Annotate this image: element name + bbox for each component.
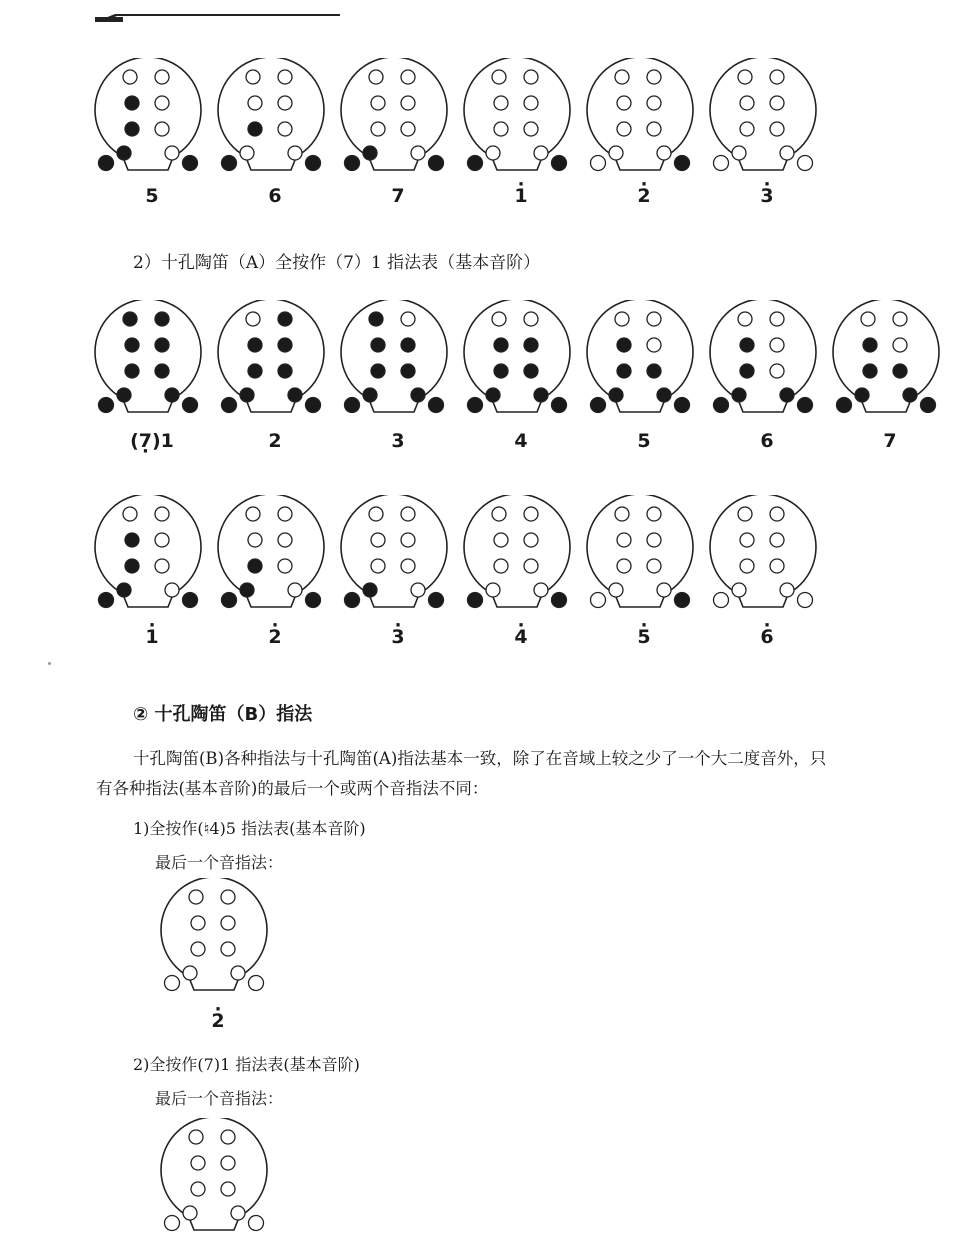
note-label: · 1 [458,185,584,207]
note-label: · 3 [704,185,830,207]
open-hole [740,96,754,110]
note-label: 6 [268,185,282,207]
open-hole [494,533,508,547]
closed-hole [183,398,198,413]
open-hole [798,593,813,608]
open-hole [371,533,385,547]
ocarina-diagram [158,878,284,998]
ocarina-diagram [584,58,710,178]
open-hole [534,146,548,160]
closed-hole [117,583,131,597]
open-hole [401,312,415,326]
open-hole [732,146,746,160]
closed-hole [363,583,377,597]
scan-speck [48,662,51,665]
open-hole [401,533,415,547]
open-hole [492,70,506,84]
open-hole [770,507,784,521]
closed-hole [222,156,237,171]
open-hole [615,312,629,326]
open-hole [249,976,264,991]
closed-hole [429,156,444,171]
open-hole [123,70,137,84]
open-hole [278,70,292,84]
open-hole [534,583,548,597]
ocarina-body [833,300,939,405]
ocarina-diagram [215,58,341,178]
open-hole [494,96,508,110]
closed-hole [125,559,139,573]
open-hole [369,70,383,84]
open-hole [861,312,875,326]
open-hole [647,507,661,521]
closed-hole [248,122,262,136]
note-label: 7 [391,185,405,207]
open-hole [657,146,671,160]
note-label: · 3 [335,626,461,648]
open-hole [411,583,425,597]
open-hole [591,156,606,171]
subsection-2-last-note-label: 最后一个音指法： [155,1089,284,1108]
closed-hole [921,398,936,413]
closed-hole [675,593,690,608]
open-hole [278,96,292,110]
open-hole [524,312,538,326]
open-hole [249,1216,264,1231]
open-hole [647,312,661,326]
closed-hole [617,338,631,352]
closed-hole [657,388,671,402]
note-label: · 2 [212,626,338,648]
ocarina-diagram [215,300,341,420]
open-hole [647,338,661,352]
ocarina-diagram [461,58,587,178]
open-hole [401,70,415,84]
open-hole [617,122,631,136]
open-hole [240,146,254,160]
ocarina-body [95,58,201,163]
open-hole [647,122,661,136]
open-hole [155,507,169,521]
open-hole [155,96,169,110]
closed-hole [278,338,292,352]
open-hole [165,583,179,597]
open-hole [524,70,538,84]
ocarina-body [710,300,816,405]
ocarina-body [710,495,816,600]
ocarina-diagram [92,495,218,615]
closed-hole [125,96,139,110]
closed-hole [222,593,237,608]
ocarina-diagram [215,495,341,615]
table-caption-a: 2）十孔陶笛（A）全按作（7）1 指法表（基本音阶） [133,253,541,273]
open-hole [714,593,729,608]
open-hole [221,1182,235,1196]
closed-hole [893,364,907,378]
ocarina-body [341,300,447,405]
open-hole [647,533,661,547]
open-hole [221,916,235,930]
note-label: · 5 [581,626,707,648]
open-hole [524,96,538,110]
closed-hole [863,364,877,378]
open-hole [770,122,784,136]
closed-hole [155,312,169,326]
note-label: · 4 [458,626,584,648]
open-hole [248,533,262,547]
closed-hole [165,388,179,402]
single-fingering-1-note [155,1010,281,1032]
subsection-2-title: 2)全按作(7)1 指法表(基本音阶) [133,1055,360,1074]
open-hole [401,559,415,573]
open-hole [740,122,754,136]
subsection-1-last-note-label: 最后一个音指法： [155,853,284,872]
ocarina-diagram [707,300,833,420]
closed-hole [278,312,292,326]
open-hole [189,1130,203,1144]
open-hole [494,122,508,136]
closed-hole [240,388,254,402]
open-hole [411,146,425,160]
closed-hole [248,559,262,573]
closed-hole [99,398,114,413]
open-hole [770,338,784,352]
open-hole [486,146,500,160]
closed-hole [306,593,321,608]
closed-hole [369,312,383,326]
open-hole [155,533,169,547]
open-hole [246,312,260,326]
open-hole [221,1130,235,1144]
open-hole [738,312,752,326]
ocarina-diagram [461,495,587,615]
open-hole [221,890,235,904]
open-hole [165,1216,180,1231]
open-hole [183,1206,197,1220]
open-hole [770,70,784,84]
ocarina-body [464,495,570,600]
closed-hole [123,312,137,326]
ocarina-body [95,495,201,600]
open-hole [617,96,631,110]
ocarina-body [587,300,693,405]
closed-hole [714,398,729,413]
open-hole [524,559,538,573]
open-hole [231,1206,245,1220]
open-hole [231,966,245,980]
note-label: 5 [637,430,651,452]
closed-hole [183,593,198,608]
ocarina-body [464,58,570,163]
open-hole [278,507,292,521]
fingering-row-2 [0,300,980,430]
closed-hole [248,364,262,378]
closed-hole [371,338,385,352]
ocarina-body [710,58,816,163]
open-hole [893,338,907,352]
open-hole [155,70,169,84]
open-hole [647,70,661,84]
open-hole [617,533,631,547]
single-fingering-1 [158,878,284,998]
closed-hole [591,398,606,413]
closed-hole [401,364,415,378]
closed-hole [401,338,415,352]
open-hole [615,507,629,521]
open-hole [401,507,415,521]
open-hole [615,70,629,84]
open-hole [183,966,197,980]
note-label: 4 [514,430,528,452]
note-label: (7 ·)1 [89,430,215,452]
open-hole [155,559,169,573]
closed-hole [363,388,377,402]
ocarina-diagram [92,58,218,178]
open-hole [278,122,292,136]
open-hole [770,533,784,547]
open-hole [165,146,179,160]
note-label: · 6 [704,626,830,648]
closed-hole [125,364,139,378]
open-hole [770,312,784,326]
open-hole [221,1156,235,1170]
closed-hole [125,533,139,547]
closed-hole [248,338,262,352]
closed-hole [306,156,321,171]
closed-hole [534,388,548,402]
closed-hole [732,388,746,402]
closed-hole [552,156,567,171]
open-hole [123,507,137,521]
open-hole [492,507,506,521]
ocarina-body [464,300,570,405]
open-hole [221,942,235,956]
open-hole [770,364,784,378]
closed-hole [125,338,139,352]
closed-hole [306,398,321,413]
open-hole [191,916,205,930]
note-label: 5 [145,185,159,207]
closed-hole [99,156,114,171]
closed-hole [647,364,661,378]
open-hole [657,583,671,597]
open-hole [191,942,205,956]
closed-hole [117,146,131,160]
open-hole [714,156,729,171]
ocarina-body [161,1118,267,1223]
open-hole [248,96,262,110]
open-hole [798,156,813,171]
note-label: · 1 [89,626,215,648]
open-hole [524,122,538,136]
closed-hole [780,388,794,402]
closed-hole [222,398,237,413]
note-row-1 [0,185,980,215]
open-hole [191,1156,205,1170]
ocarina-diagram [92,300,218,420]
closed-hole [617,364,631,378]
open-hole [770,96,784,110]
note-label: 7 [883,430,897,452]
open-hole [740,533,754,547]
open-hole [486,583,500,597]
closed-hole [155,338,169,352]
closed-hole [288,388,302,402]
closed-hole [524,364,538,378]
open-hole [278,559,292,573]
note-label: 2 [268,430,282,452]
closed-hole [675,398,690,413]
closed-hole [240,583,254,597]
open-hole [191,1182,205,1196]
closed-hole [468,398,483,413]
closed-hole [117,388,131,402]
open-hole [740,559,754,573]
closed-hole [524,338,538,352]
ocarina-body [341,495,447,600]
note-row-3 [0,626,980,656]
open-hole [617,559,631,573]
open-hole [189,890,203,904]
closed-hole [837,398,852,413]
open-hole [246,70,260,84]
closed-hole [740,338,754,352]
closed-hole [675,156,690,171]
ocarina-body [161,878,267,983]
open-hole [609,146,623,160]
closed-hole [183,156,198,171]
ocarina-diagram [338,300,464,420]
closed-hole [345,156,360,171]
note-label: 3 [391,430,405,452]
closed-hole [494,338,508,352]
single-fingering-2 [158,1118,284,1238]
open-hole [288,146,302,160]
open-hole [893,312,907,326]
closed-hole [903,388,917,402]
open-hole [278,533,292,547]
open-hole [492,312,506,326]
ocarina-diagram [338,58,464,178]
open-hole [288,583,302,597]
open-hole [591,593,606,608]
open-hole [647,96,661,110]
closed-hole [429,593,444,608]
open-hole [780,146,794,160]
ocarina-body [218,495,324,600]
ocarina-body [218,300,324,405]
ocarina-body [341,58,447,163]
open-hole [770,559,784,573]
ocarina-diagram [461,300,587,420]
closed-hole [468,156,483,171]
open-hole [609,583,623,597]
closed-hole [345,593,360,608]
closed-hole [371,364,385,378]
ocarina-diagram [338,495,464,615]
open-hole [371,559,385,573]
open-hole [401,122,415,136]
open-hole [371,122,385,136]
open-hole [647,559,661,573]
open-hole [369,507,383,521]
closed-hole [740,364,754,378]
open-hole [494,559,508,573]
open-hole [371,96,385,110]
closed-hole [863,338,877,352]
subsection-1-title: 1)全按作(♮4)5 指法表(基本音阶) [133,819,366,838]
closed-hole [798,398,813,413]
ocarina-diagram [830,300,956,420]
ocarina-body [587,58,693,163]
closed-hole [429,398,444,413]
ocarina-body [218,58,324,163]
closed-hole [494,364,508,378]
ocarina-diagram [158,1118,284,1238]
header-rule [95,14,340,22]
fingering-row-1 [0,58,980,188]
closed-hole [552,398,567,413]
closed-hole [411,388,425,402]
closed-hole [155,364,169,378]
section-heading-b: ② 十孔陶笛（B）指法 [133,704,313,725]
note-label: 6 [760,430,774,452]
closed-hole [609,388,623,402]
fingering-row-3 [0,495,980,625]
closed-hole [278,364,292,378]
closed-hole [363,146,377,160]
open-hole [155,122,169,136]
open-hole [738,507,752,521]
ocarina-diagram [707,495,833,615]
ocarina-diagram [707,58,833,178]
ocarina-diagram [584,300,710,420]
open-hole [401,96,415,110]
closed-hole [486,388,500,402]
open-hole [780,583,794,597]
open-hole [524,533,538,547]
closed-hole [99,593,114,608]
open-hole [732,583,746,597]
open-hole [246,507,260,521]
ocarina-diagram [584,495,710,615]
open-hole [524,507,538,521]
closed-hole [125,122,139,136]
open-hole [165,976,180,991]
closed-hole [855,388,869,402]
ocarina-body [587,495,693,600]
note-label: · 2 [211,1010,224,1032]
ocarina-body [95,300,201,405]
closed-hole [345,398,360,413]
note-row-2 [0,430,980,460]
paragraph-line-2: 有各种指法(基本音阶)的最后一个或两个音指法不同： [96,779,489,798]
closed-hole [552,593,567,608]
closed-hole [468,593,483,608]
note-label: · 2 [581,185,707,207]
paragraph-line-1: 十孔陶笛(B)各种指法与十孔陶笛(A)指法基本一致，除了在音域上较之少了一个大二度音外，只 [133,749,827,768]
open-hole [738,70,752,84]
